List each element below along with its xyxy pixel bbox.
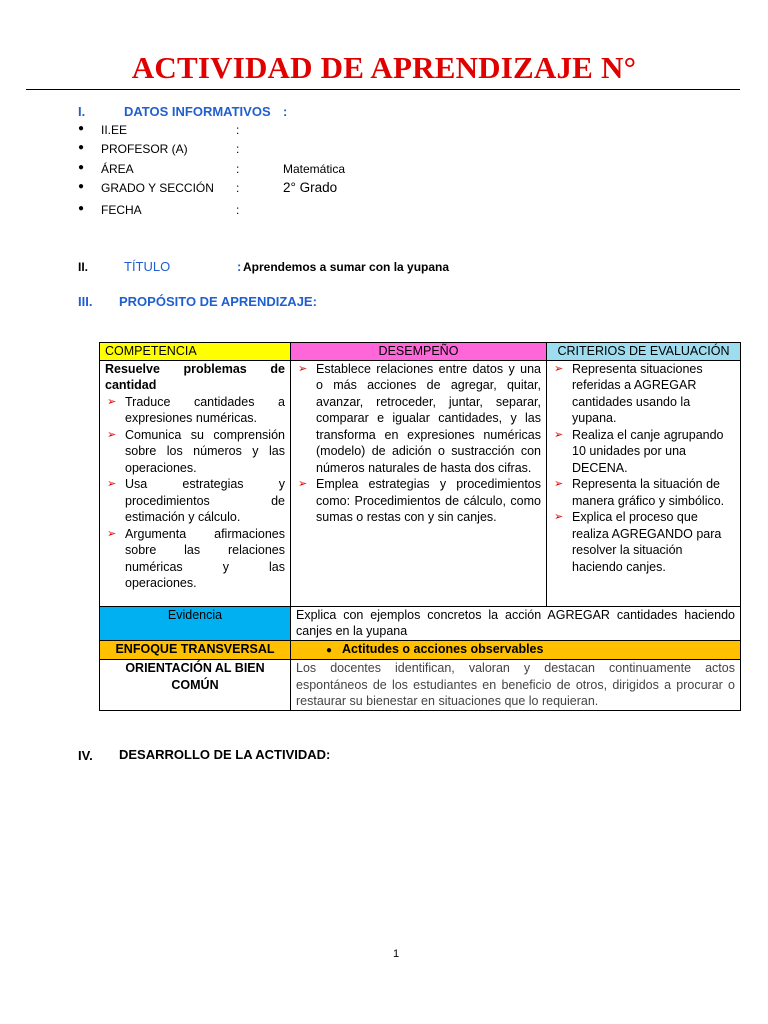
arrow-bullet-icon: ➢ bbox=[107, 478, 117, 490]
info-colon: : bbox=[236, 142, 240, 156]
page-number: 1 bbox=[393, 948, 400, 960]
enfoque-actitudes-cell bbox=[291, 640, 741, 660]
arrow-bullet-icon: ➢ bbox=[107, 428, 117, 441]
section-2-colon: : bbox=[237, 259, 242, 274]
enfoque-row bbox=[100, 640, 741, 660]
info-label: ÁREA bbox=[101, 162, 134, 176]
section-4-number: IV. bbox=[78, 748, 93, 763]
info-label: II.EE bbox=[101, 123, 128, 137]
arrow-bullet-icon: ➢ bbox=[298, 478, 308, 490]
desempeno-cell bbox=[291, 360, 547, 606]
section-2-number: II. bbox=[78, 260, 89, 274]
section-3-number: III. bbox=[78, 294, 93, 309]
header-criterios: CRITERIOS DE EVALUACIÓN bbox=[547, 343, 741, 361]
evidencia-text: Explica con ejemplos concretos la acción AGREGAR cantidades haciendo canjes en la yupana bbox=[291, 606, 741, 640]
info-label: GRADO Y SECCIÓN bbox=[101, 181, 214, 195]
list-item: ➢ Realiza el canje agrupando 10 unidades por una DECENA. bbox=[554, 427, 724, 475]
header-desempeno: DESEMPEÑO bbox=[291, 343, 547, 361]
competencia-title: Resuelve problemas de cantidad bbox=[105, 361, 285, 392]
evidencia-row bbox=[100, 606, 741, 640]
criterios-list bbox=[552, 361, 735, 576]
bullet-icon: ● bbox=[78, 142, 85, 153]
enfoque-actitudes-label: Actitudes o acciones observables bbox=[342, 641, 544, 656]
list-item: ➢ Usa estrategias y procedimientos de estimación y cálculo. bbox=[107, 477, 285, 524]
list-item: ➢ Explica el proceso que realiza AGREGANDO para resolver la situación haciendo canjes. bbox=[554, 510, 722, 574]
list-item: ➢ Representa la situación de manera gráfico y simbólico. bbox=[554, 477, 725, 508]
list-item: ➢ Establece relaciones entre datos y una o más acciones de agregar, quitar, avanzar, retroceder, juntar, separar, comparar e igualar cantidades, y las transforma en expresiones numéricas (modelo) de adición o sustracción con números naturales de hasta dos cifras. bbox=[298, 361, 541, 475]
info-colon: : bbox=[236, 181, 240, 195]
bullet-icon: ● bbox=[78, 123, 85, 134]
section-4-heading: DESARROLLO DE LA ACTIVIDAD: bbox=[119, 747, 331, 762]
list-item: ➢ Traduce cantidades a expresiones numéricas. bbox=[107, 394, 285, 425]
info-label: PROFESOR (A) bbox=[101, 142, 188, 156]
orientacion-row bbox=[100, 660, 741, 711]
info-colon: : bbox=[236, 203, 240, 217]
arrow-bullet-icon: ➢ bbox=[107, 395, 117, 408]
orientacion-text: Los docentes identifican, valoran y destacan continuamente actos espontáneos de los estudiantes en beneficio de otros, dirigidos a procurar o restaurar su bienestar en situaciones que lo requieran. bbox=[291, 660, 741, 711]
info-colon: : bbox=[236, 162, 240, 176]
table-content-row bbox=[100, 360, 741, 606]
title-divider bbox=[26, 89, 740, 90]
section-1-number: I. bbox=[78, 104, 86, 119]
arrow-bullet-icon: ➢ bbox=[554, 428, 564, 441]
bullet-icon: ● bbox=[325, 644, 332, 656]
competencia-list bbox=[105, 394, 285, 592]
list-item: ➢ Argumenta afirmaciones sobre las relaciones numéricas y las operaciones. bbox=[107, 526, 285, 590]
info-value: Matemática bbox=[283, 162, 346, 176]
evidencia-label: Evidencia bbox=[100, 606, 291, 640]
info-colon: : bbox=[236, 123, 240, 137]
enfoque-label: ENFOQUE TRANSVERSAL bbox=[100, 640, 291, 660]
list-item: ➢ Comunica su comprensión sobre los números y las operaciones. bbox=[107, 427, 285, 475]
criterios-cell bbox=[547, 360, 741, 606]
document-title: ACTIVIDAD DE APRENDIZAJE N° bbox=[131, 50, 637, 85]
info-label: FECHA bbox=[101, 203, 142, 217]
arrow-bullet-icon: ➢ bbox=[554, 511, 564, 523]
section-1-colon: : bbox=[283, 104, 288, 119]
activity-title-value: Aprendemos a sumar con la yupana bbox=[243, 260, 450, 274]
list-item: ➢ Representa situaciones referidas a AGREGAR cantidades usando la yupana. bbox=[554, 361, 703, 425]
arrow-bullet-icon: ➢ bbox=[554, 478, 564, 490]
learning-purpose-table bbox=[99, 342, 741, 711]
desempeno-list bbox=[296, 361, 541, 526]
section-3-heading: PROPÓSITO DE APRENDIZAJE: bbox=[119, 294, 317, 309]
section-2-heading: TÍTULO bbox=[124, 259, 171, 274]
info-value: 2° Grado bbox=[283, 180, 338, 195]
orientacion-label: ORIENTACIÓN AL BIEN COMÚN bbox=[100, 660, 291, 711]
bullet-icon: ● bbox=[78, 162, 85, 173]
table-header-row bbox=[100, 343, 741, 361]
header-competencia: COMPETENCIA bbox=[100, 343, 291, 361]
bullet-icon: ● bbox=[78, 203, 85, 214]
arrow-bullet-icon: ➢ bbox=[298, 362, 308, 375]
competencia-cell bbox=[100, 360, 291, 606]
list-item: ➢ Emplea estrategias y procedimientos como: Procedimientos de cálculo, como sumas o restas con y sin canjes. bbox=[298, 477, 541, 524]
arrow-bullet-icon: ➢ bbox=[107, 527, 117, 540]
section-1-heading: DATOS INFORMATIVOS bbox=[124, 104, 271, 119]
bullet-icon: ● bbox=[78, 181, 85, 192]
arrow-bullet-icon: ➢ bbox=[554, 362, 564, 375]
